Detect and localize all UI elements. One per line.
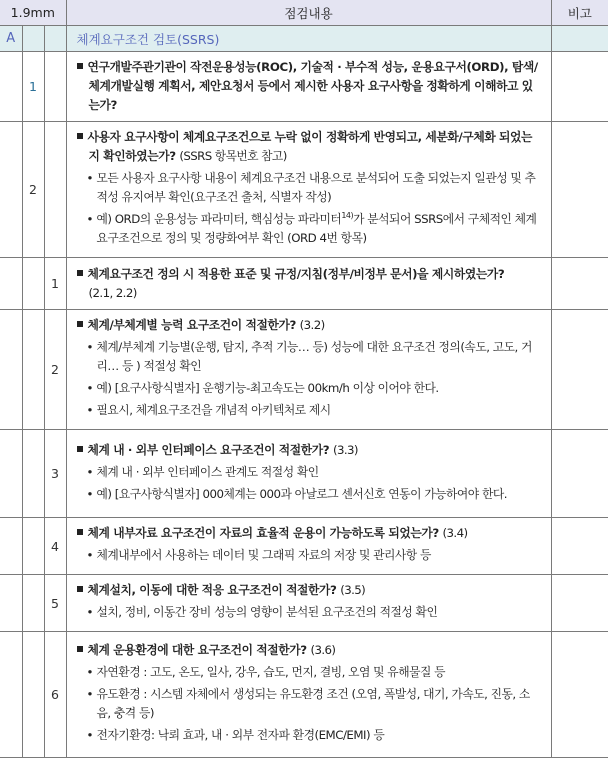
dot-bullet-icon: •	[86, 212, 93, 226]
code-cell	[0, 430, 22, 518]
item-number-cell	[22, 258, 44, 310]
bullet-item: • 체계 내 · 외부 인터페이스 관계도 적절성 확인	[77, 463, 543, 482]
sub-number: 4	[44, 518, 66, 575]
item-content	[66, 430, 551, 518]
square-bullet-icon	[77, 270, 83, 276]
code-cell	[0, 258, 22, 310]
table-row	[0, 430, 608, 518]
item-question: 체계/부체계별 능력 요구조건이 적절한가? (3.2)	[77, 316, 543, 335]
code-cell	[0, 310, 22, 430]
sub-number: 6	[44, 632, 66, 758]
square-bullet-icon	[77, 586, 83, 592]
sub-number-cell	[44, 52, 66, 122]
bullet-item: • 필요시, 체계요구조건을 개념적 아키텍처로 제시	[77, 401, 543, 420]
bullet-list	[77, 169, 543, 248]
square-bullet-icon	[77, 446, 83, 452]
sub-number: 3	[44, 430, 66, 518]
square-bullet-icon	[77, 529, 83, 535]
remark-cell[interactable]	[551, 518, 608, 575]
bullet-list	[77, 463, 543, 504]
dot-bullet-icon: •	[86, 171, 93, 185]
dot-bullet-icon: •	[86, 486, 93, 501]
square-bullet-icon	[77, 646, 83, 652]
footnote-marker[interactable]: 14)	[341, 211, 354, 221]
bullet-item: • 유도환경 : 시스템 자체에서 생성되는 유도환경 조건 (오염, 폭발성, 대기, 가속도, 진동, 소음, 충격 등)	[86, 687, 530, 720]
code-cell	[0, 632, 22, 758]
remark-cell[interactable]	[551, 52, 608, 122]
section-blank-2	[44, 26, 66, 52]
item-question: 체계 운용환경에 대한 요구조건이 적절한가? (3.6)	[77, 641, 543, 660]
dot-bullet-icon: •	[86, 381, 93, 395]
dot-bullet-icon: •	[86, 340, 93, 354]
item-content	[66, 518, 551, 575]
code-cell	[0, 575, 22, 632]
item-content	[66, 632, 551, 758]
item-content	[66, 310, 551, 430]
item-number: 2	[22, 122, 44, 258]
item-question: 체계 내부자료 요구조건이 자료의 효율적 운용이 가능하도록 되었는가? (3.4)	[77, 524, 543, 543]
remark-cell[interactable]	[551, 310, 608, 430]
bullet-item: • 전자기환경: 낙뢰 효과, 내 · 외부 전자파 환경(EMC/EMI) 등	[77, 726, 543, 745]
code-cell	[0, 518, 22, 575]
remark-cell[interactable]	[551, 122, 608, 258]
square-bullet-icon	[77, 63, 83, 69]
item-number-cell	[22, 632, 44, 758]
section-blank-1	[22, 26, 44, 52]
item-number-cell	[22, 430, 44, 518]
dot-bullet-icon: •	[86, 605, 93, 619]
table-row	[0, 518, 608, 575]
square-bullet-icon	[77, 133, 83, 139]
bullet-item: • 설치, 정비, 이동간 장비 성능의 영향이 분석된 요구조건의 적절성 확인	[77, 603, 543, 622]
item-question: 체계설치, 이동에 대한 적응 요구조건이 적절한가? (3.5)	[77, 581, 543, 600]
bullet-item: • 모든 사용자 요구사항 내용이 체계요구조건 내용으로 분석되어 도출 되었는지 일관성 및 추적성 유지여부 확인(요구조건 출처, 식별자 작성)	[86, 171, 536, 204]
dot-bullet-icon: •	[86, 548, 93, 562]
item-content	[66, 575, 551, 632]
item-content	[66, 52, 551, 122]
header-remark: 비고	[551, 0, 608, 26]
dot-bullet-icon: •	[86, 403, 93, 417]
sub-number: 1	[44, 258, 66, 310]
bullet-item: • 체계내부에서 사용하는 데이터 및 그래픽 자료의 저장 및 관리사항 등	[77, 546, 543, 565]
table-row	[0, 122, 608, 258]
section-code: A	[0, 26, 22, 52]
bullet-item: • 예) ORD의 운용성능 파라미터, 핵심성능 파라미터$^{14)}$가 분석되어 SSRS에서 구체적인 체계요구조건으로 정의 및 정량화여부 확인 (ORD 4번 항목)	[86, 211, 537, 245]
table-row	[0, 575, 608, 632]
table-row	[0, 258, 608, 310]
item-number-cell	[22, 518, 44, 575]
bullet-list	[77, 663, 543, 745]
item-question: 체계 내 · 외부 인터페이스 요구조건이 적절한가? (3.3)	[77, 441, 543, 460]
remark-cell[interactable]	[551, 575, 608, 632]
section-remark	[551, 26, 608, 52]
bullet-item: • 자연환경 : 고도, 온도, 일사, 강우, 습도, 먼지, 결빙, 오염 및 유해물질 등	[77, 663, 543, 682]
item-content	[66, 258, 551, 310]
item-question: 사용자 요구사항이 체계요구조건으로 누락 없이 정확하게 반영되고, 세분화/구체화 되었는지 확인하였는가? (SSRS 항목번호 참고)	[77, 128, 543, 166]
table-row	[0, 310, 608, 430]
square-bullet-icon	[77, 321, 83, 327]
dot-bullet-icon: •	[86, 665, 93, 679]
header-row	[0, 0, 608, 26]
item-content	[66, 122, 551, 258]
dot-bullet-icon: •	[86, 728, 93, 742]
header-code: 1.9mm	[0, 0, 66, 26]
sub-number-cell	[44, 122, 66, 258]
sub-number: 2	[44, 310, 66, 430]
table-row	[0, 632, 608, 758]
remark-cell[interactable]	[551, 430, 608, 518]
item-number-cell	[22, 310, 44, 430]
remark-cell[interactable]	[551, 258, 608, 310]
bullet-item: • 체계/부체계 기능별(운행, 탐지, 추적 기능… 등) 성능에 대한 요구조건 정의(속도, 고도, 거리… 등 ) 적절성 확인	[86, 340, 532, 373]
remark-cell[interactable]	[551, 632, 608, 758]
header-content: 점검내용	[66, 0, 551, 26]
bullet-list	[77, 546, 543, 565]
item-question: 연구개발주관기관이 작전운용성능(ROC), 기술적 · 부수적 성능, 운용요구서(ORD), 탐색/체계개발실행 계획서, 제안요청서 등에서 제시한 사용자 요구사항을 정확하게 이해하고 있는가?	[77, 58, 543, 115]
dot-bullet-icon: •	[86, 687, 93, 701]
table-row	[0, 52, 608, 122]
sub-number: 5	[44, 575, 66, 632]
dot-bullet-icon: •	[86, 464, 93, 479]
code-cell	[0, 122, 22, 258]
bullet-list	[77, 603, 543, 622]
section-row	[0, 26, 608, 52]
bullet-item: • 예) [요구사항식별자] 000체계는 000과 아날로그 센서신호 연동이 가능하여야 한다.	[77, 485, 543, 504]
item-number: 1	[22, 52, 44, 122]
bullet-list	[77, 338, 543, 420]
code-cell	[0, 52, 22, 122]
section-title: 체계요구조건 검토(SSRS)	[66, 26, 551, 52]
bullet-item: • 예) [요구사항식별자] 운행기능-최고속도는 00km/h 이상 이어야 한다.	[77, 379, 543, 398]
item-question: 체계요구조건 정의 시 적용한 표준 및 규정/지침(정부/비정부 문서)을 제시하였는가? (2.1, 2.2)	[77, 265, 543, 303]
item-number-cell	[22, 575, 44, 632]
